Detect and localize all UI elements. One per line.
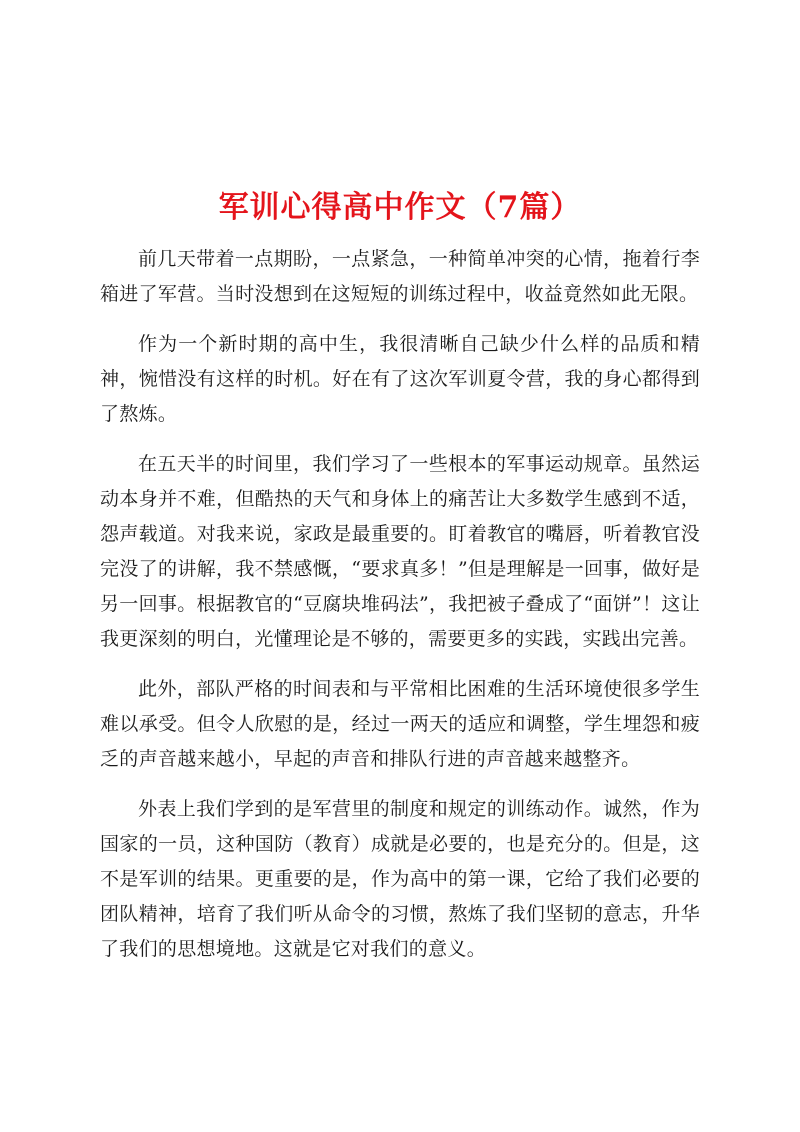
paragraph-5: 外表上我们学到的是军营里的制度和规定的训练动作。诚然，作为国家的一员，这种国防（教育）成就是必要的，也是充分的。但是，这不是军训的结果。更重要的是，作为高中的第一课，它给了我们必要的团队精神，培育了我们听从命令的习惯，熬炼了我们坚韧的意志，升华了我们的思想境地。这就是它对我们的意义。 — [100, 798, 700, 960]
paragraph-3: 在五天半的时间里，我们学习了一些根本的军事运动规章。虽然运动本身并不难，但酷热的天气和身体上的痛苦让大多数学生感到不适，怨声载道。对我来说，家政是最重要的。盯着教官的嘴唇，听着教官没完没了的讲解，我不禁感慨，“要求真多！”但是理解是一回事，做好是另一回事。根据教官的“豆腐块堆码法”，我把被子叠成了“面饼”！这让我更深刻的明白，光懂理论是不够的，需要更多的实践，实践出完善。 — [100, 453, 700, 650]
document-body — [100, 242, 700, 982]
document-title: 军训心得高中作文（7篇） — [218, 190, 582, 226]
paragraph-1: 前几天带着一点期盼，一点紧急，一种简单冲突的心情，拖着行李箱进了军营。当时没想到在这短短的训练过程中，收益竟然如此无限。 — [100, 248, 700, 305]
paragraph-4: 此外，部队严格的时间表和与平常相比困难的生活环境使很多学生难以承受。但令人欣慰的是，经过一两天的适应和调整，学生埋怨和疲乏的声音越来越小，早起的声音和排队行进的声音越来越整齐。 — [100, 678, 700, 770]
paragraph-2: 作为一个新时期的高中生，我很清晰自己缺少什么样的品质和精神，惋惜没有这样的时机。好在有了这次军训夏令营，我的身心都得到了熬炼。 — [100, 333, 700, 425]
